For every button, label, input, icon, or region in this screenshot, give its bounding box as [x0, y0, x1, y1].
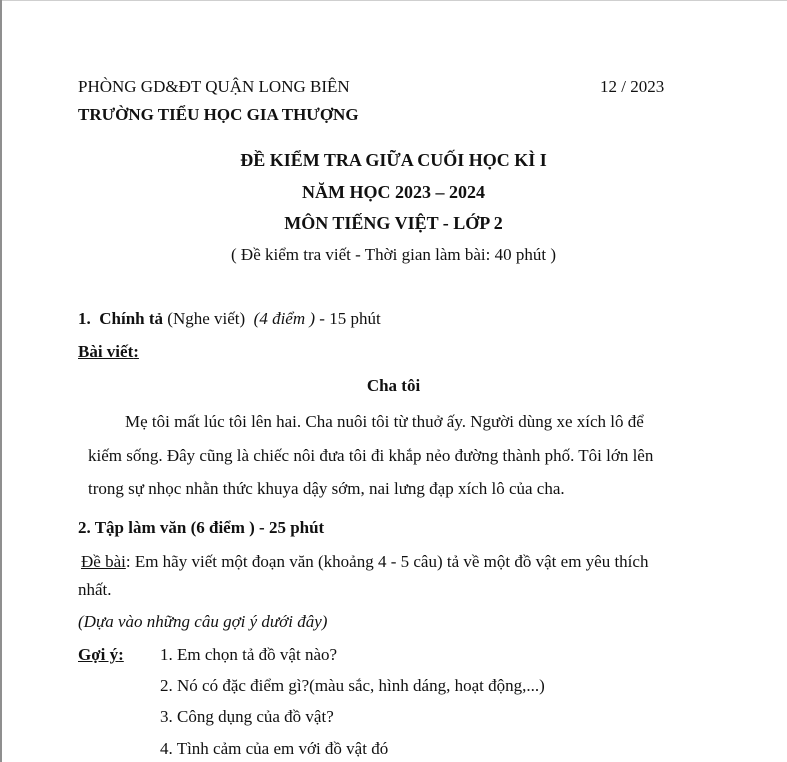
prompt-text: : Em hãy viết một đoạn văn (khoảng 4 - 5 câu) tả về một đồ vật em yêu thích	[125, 552, 649, 571]
hint-label-text	[78, 645, 124, 664]
hint-item: 3. Công dụng của đồ vật?	[160, 707, 334, 726]
section1-time: - 15 phút	[319, 309, 381, 328]
writing-label-text	[78, 342, 139, 361]
story-title: Cha tôi	[366, 376, 421, 395]
writing-label	[78, 342, 139, 362]
section2-heading: 2. Tập làm văn (6 điểm ) - 25 phút	[78, 518, 325, 537]
section1-name: Chính tả	[99, 309, 164, 328]
section1-mode: (Nghe viết)	[167, 309, 246, 328]
school-year: NĂM HỌC 2023 – 2024	[302, 182, 485, 202]
hint-item: 2. Nó có đặc điểm gì?(màu sắc, hình dáng, hoạt động,...)	[160, 676, 545, 695]
prompt-line	[81, 552, 648, 572]
story-line: kiếm sống. Đây cũng là chiếc nôi đưa tôi đi khắp nẻo đường thành phố. Tôi lớn lên	[88, 446, 654, 465]
hint-label	[78, 645, 124, 665]
prompt-label: Đề bài	[81, 552, 126, 571]
section1-number: 1.	[78, 309, 91, 328]
writing-label-colon: :	[133, 342, 139, 361]
hint-label-colon: :	[118, 645, 124, 664]
writing-label-word: Bài viết	[78, 342, 134, 361]
story-line: Mẹ tôi mất lúc tôi lên hai. Cha nuôi tôi từ thuở ấy. Người dùng xe xích lô để	[125, 412, 644, 431]
department-name: PHÒNG GD&ĐT QUẬN LONG BIÊN	[78, 77, 350, 96]
section1-points: (4 điểm )	[253, 309, 316, 328]
page-top-edge	[0, 0, 787, 1]
guide-note: (Dựa vào những câu gợi ý dưới đây)	[78, 612, 328, 631]
hint-item: 4. Tình cảm của em với đồ vật đó	[160, 739, 389, 758]
school-name: TRƯỜNG TIỂU HỌC GIA THƯỢNG	[78, 105, 359, 124]
story-line: trong sự nhọc nhằn thức khuya dậy sớm, nai lưng đạp xích lô của cha.	[88, 479, 565, 498]
hint-label-word: Gợi ý	[78, 645, 119, 664]
exam-note: ( Đề kiểm tra viết - Thời gian làm bài: 40 phút )	[231, 245, 556, 264]
exam-title: ĐỀ KIỂM TRA GIỮA CUỐI HỌC KÌ I	[240, 150, 547, 170]
prompt-line-2: nhất.	[78, 580, 112, 599]
subject-title: MÔN TIẾNG VIỆT - LỚP 2	[284, 213, 503, 233]
hint-item: 1. Em chọn tả đồ vật nào?	[160, 645, 338, 664]
section1-heading	[78, 309, 381, 329]
exam-date: 12 / 2023	[600, 77, 665, 96]
